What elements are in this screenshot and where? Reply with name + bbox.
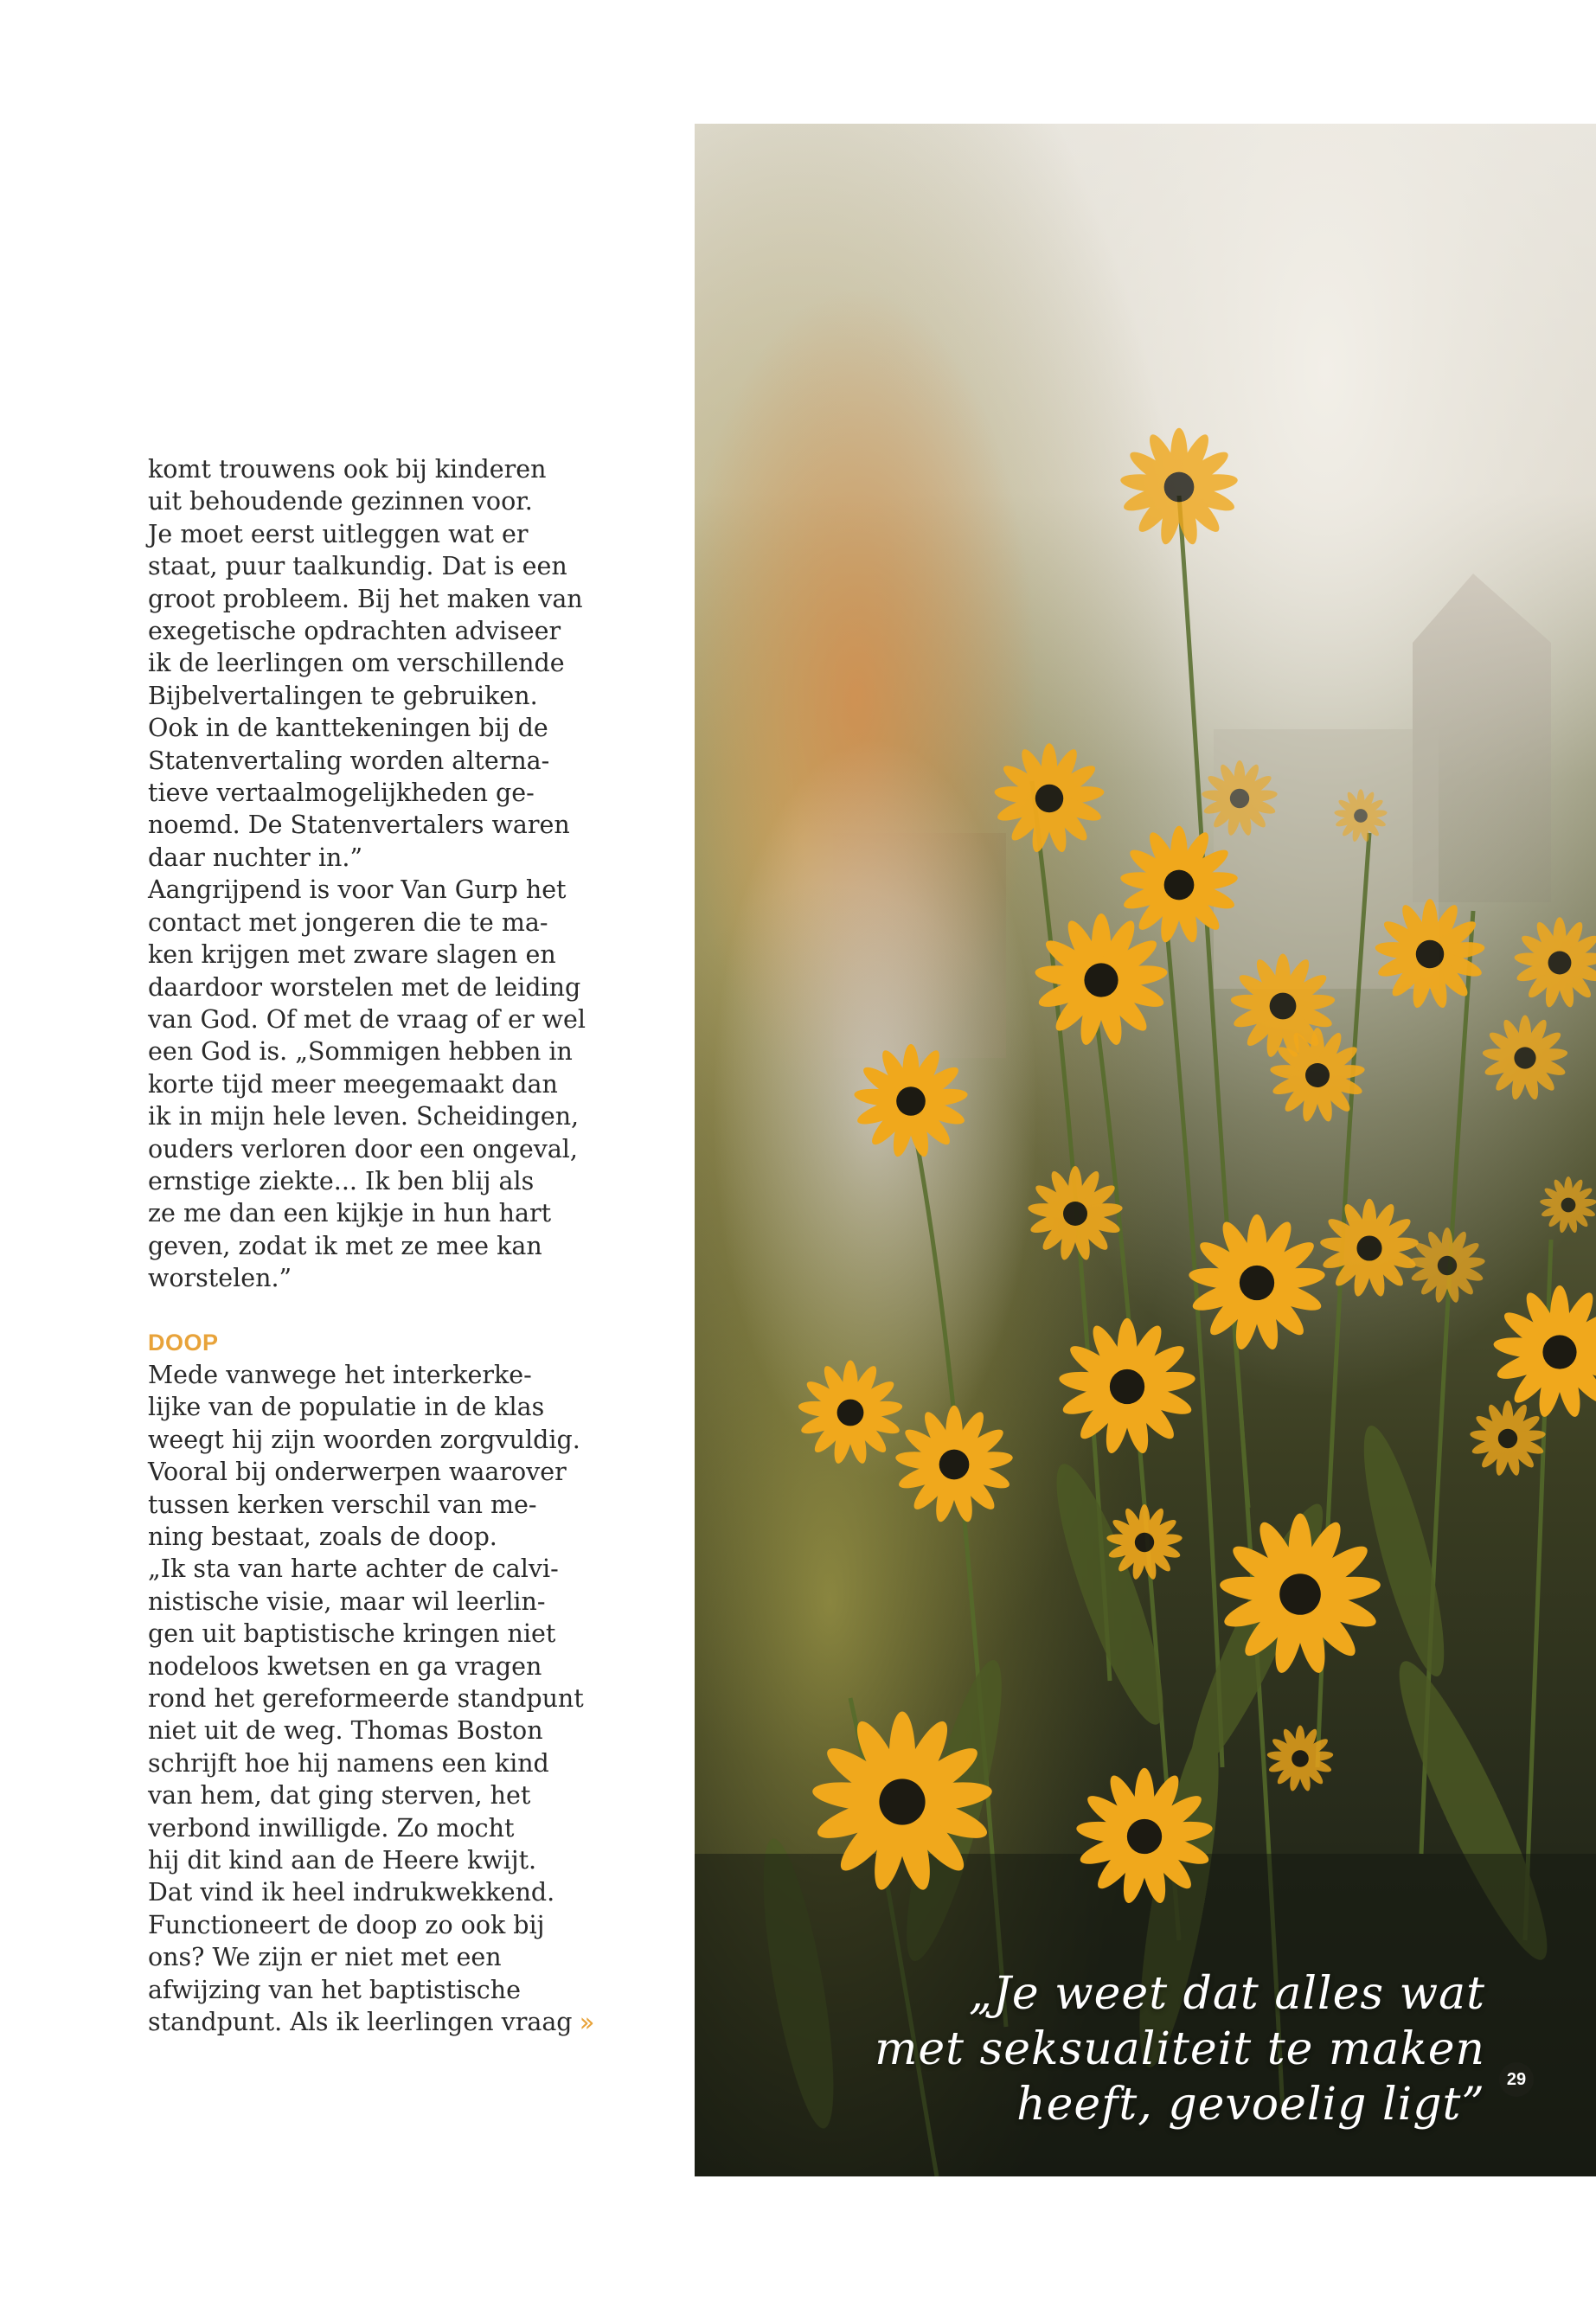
text-line-content: tieve vertaalmogelijkheden ge- [148,779,535,808]
double-chevron-right-icon: ›› [579,2008,590,2039]
text-line [148,939,598,971]
text-line-content: een God is. „Sommigen hebben in [148,1037,573,1067]
pull-quote-line: met seksualiteit te maken [875,2023,1485,2075]
text-line-content: verbond inwilligde. Zo mocht [148,1813,515,1843]
text-line [148,971,598,1003]
text-line [148,1650,598,1682]
text-line [148,1068,598,1100]
text-line-content: ons? We zijn er niet met een [148,1943,502,1972]
text-line-content: schrijft hoe hij namens een kind [148,1748,549,1778]
text-line-content: van hem, dat ging sterven, het [148,1781,531,1811]
text-line [148,1974,598,2006]
article-paragraphs-part2 [148,1359,598,2039]
text-line-content: niet uit de weg. Thomas Boston [148,1716,543,1746]
section-heading-doop: DOOP [148,1329,219,1356]
text-line-content: ken krijgen met zware slagen en [148,940,556,970]
text-line [148,1391,598,1423]
text-line-content: exegetische opdrachten adviseer [148,617,561,646]
text-line [148,1100,598,1132]
text-line [148,1812,598,1844]
text-line-content: lijke van de populatie in de klas [148,1393,545,1422]
text-line-content: tussen kerken verschil van me- [148,1490,537,1519]
text-line [148,1844,598,1876]
text-line-content: van God. Of met de vraag of er wel [148,1004,586,1034]
text-line [148,485,598,517]
text-line-content: nistische visie, maar wil leerlin- [148,1586,546,1616]
text-line-content: Bijbelvertalingen te gebruiken. [148,681,538,710]
text-line [148,550,598,582]
text-line [148,1230,598,1262]
text-line [148,583,598,615]
text-line [148,1779,598,1811]
text-line-content: geven, zodat ik met ze mee kan [148,1231,542,1260]
pull-quote-line: „Je weet dat alles wat [969,1968,1485,2020]
black-eyed-susan-illustration [695,124,1596,2176]
text-line [148,1521,598,1553]
text-line [148,1941,598,1973]
text-line [148,615,598,647]
text-line [148,1909,598,1941]
pull-quote-line: heeft, gevoelig ligt” [1016,2079,1485,2131]
text-line-content: noemd. De Statenvertalers waren [148,811,570,840]
text-line [148,1747,598,1779]
text-line [148,1424,598,1456]
text-line-content: nodeloos kwetsen en ga vragen [148,1651,542,1681]
text-line-content: contact met jongeren die te ma- [148,907,548,937]
text-line-content: ze me dan een kijkje in hun hart [148,1199,552,1228]
text-line-content: afwijzing van het baptistische [148,1975,521,2004]
text-line-content: hij dit kind aan de Heere kwijt. [148,1846,537,1875]
text-line [148,1133,598,1165]
text-line [148,680,598,712]
text-line [148,453,598,485]
text-line [148,1618,598,1650]
text-line [148,777,598,809]
text-line [148,1165,598,1197]
text-line [148,1489,598,1521]
text-line-content: Je moet eerst uitleggen wat er [148,519,529,548]
text-line-content: Functioneert de doop zo ook bij [148,1910,545,1939]
article-paragraphs-part1 [148,453,598,1295]
text-line [148,1456,598,1488]
text-line-content: korte tijd meer meegemaakt dan [148,1069,558,1099]
article-text-column [148,453,598,2039]
text-line-content: ernstige ziekte... Ik ben blij als [148,1166,535,1195]
pull-quote [776,1966,1485,2132]
text-line [148,907,598,939]
text-line-content: rond het gereformeerde standpunt [148,1684,584,1714]
text-line-content: ik de leerlingen om verschillende [148,649,565,678]
text-line-content: worstelen.” [148,1264,292,1293]
page-number: 29 [1499,2062,1534,2097]
text-line-content: staat, puur taalkundig. Dat is een [148,552,567,581]
text-line [148,842,598,874]
text-line [148,1553,598,1585]
text-line-content: Mede vanwege het interkerke- [148,1360,532,1389]
text-line-content: ouders verloren door een ongeval, [148,1134,578,1163]
text-line [148,712,598,744]
text-line-content: ik in mijn hele leven. Scheidingen, [148,1102,580,1131]
text-line [148,1876,598,1908]
text-line-content: Aangrijpend is voor Van Gurp het [148,875,567,905]
flower-photo [695,124,1596,2176]
text-line-content: standpunt. Als ik leerlingen vraag [148,2008,573,2037]
text-line [148,1262,598,1294]
text-line-content: ning bestaat, zoals de doop. [148,1522,497,1551]
text-line [148,1715,598,1747]
text-line-content: komt trouwens ook bij kinderen [148,455,547,484]
text-line-content: daar nuchter in.” [148,843,363,872]
text-line-content: gen uit baptistische kringen niet [148,1619,556,1649]
text-line [148,809,598,841]
text-line [148,1035,598,1067]
text-line [148,1359,598,1391]
text-line-content: groot probleem. Bij het maken van [148,584,583,613]
text-line-content: uit behoudende gezinnen voor. [148,487,533,516]
text-line [148,518,598,550]
text-line [148,647,598,679]
text-line [148,2006,598,2038]
text-line-content: Vooral bij onderwerpen waarover [148,1458,567,1487]
text-line-content: weegt hij zijn woorden zorgvuldig. [148,1425,580,1454]
text-line [148,745,598,777]
text-line-content: Ook in de kanttekeningen bij de [148,714,548,743]
text-line [148,1586,598,1618]
text-line [148,1003,598,1035]
text-line [148,1197,598,1229]
text-line-content: Statenvertaling worden alterna- [148,746,550,775]
text-line-content: daardoor worstelen met de leiding [148,972,581,1002]
text-line [148,874,598,906]
text-line [148,1682,598,1715]
text-line-content: Dat vind ik heel indrukwekkend. [148,1878,555,1907]
text-line-content: „Ik sta van harte achter de calvi- [148,1554,559,1584]
